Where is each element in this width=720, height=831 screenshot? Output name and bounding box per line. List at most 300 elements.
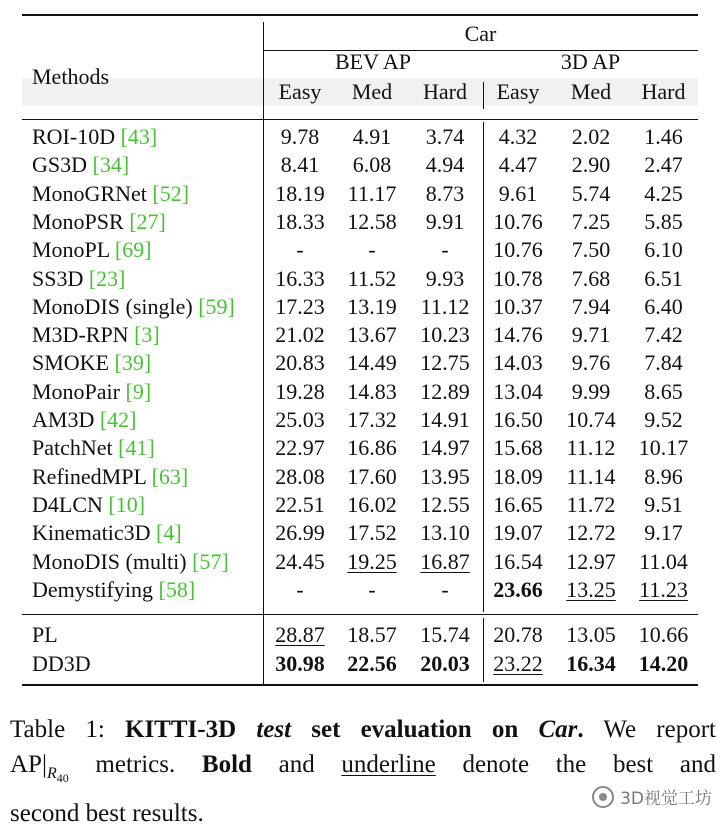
header-col: Med [351, 79, 393, 104]
method-name [32, 548, 229, 576]
metric-value-text: 17.32 [347, 407, 397, 432]
metric-value-text: 14.83 [347, 378, 397, 404]
metric-value-text: 6.51 [644, 265, 683, 291]
method-label: SMOKE [32, 350, 115, 376]
metric-value [337, 548, 407, 576]
metric-value-text: 9.93 [425, 265, 465, 291]
metric-value-text: 30.98 [275, 650, 325, 676]
metric-value [263, 576, 337, 604]
metric-value [483, 463, 553, 491]
metric-value [629, 406, 698, 434]
wechat-icon [592, 786, 614, 808]
citation-link[interactable]: [41] [118, 435, 155, 461]
metric-value [407, 293, 483, 321]
metric-value [629, 491, 698, 519]
caption-bold: KITTI-3D [125, 716, 257, 743]
metric-value [337, 208, 407, 236]
metric-value-text: 4.32 [498, 124, 538, 149]
watermark-text: 3D视觉工坊 [620, 789, 712, 809]
metric-value-text: 7.25 [571, 208, 611, 234]
citation-link[interactable]: [27] [129, 208, 166, 234]
method-name [32, 236, 152, 264]
method-name [32, 349, 151, 377]
metric-value [553, 378, 629, 406]
metric-value [553, 151, 629, 179]
metric-value-text: 21.02 [275, 322, 325, 348]
metric-value-text: 19.28 [275, 378, 325, 404]
citation-link[interactable]: [39] [114, 350, 152, 376]
metric-value-text: 10.78 [493, 265, 543, 291]
metric-value-text: 11.52 [347, 265, 397, 291]
metric-value-text: 7.84 [644, 350, 683, 376]
metric-value-text: 7.50 [571, 237, 611, 263]
metric-value [553, 576, 629, 604]
metric-value-text: 13.67 [347, 322, 397, 348]
metric-value [553, 463, 629, 491]
metric-value-text: 7.42 [644, 322, 683, 348]
metric-value-text: 4.47 [498, 152, 538, 178]
metric-value [629, 621, 698, 649]
citation-link[interactable]: [23] [88, 265, 126, 291]
header-group-car: Car [464, 21, 497, 46]
metric-value-text: 14.03 [493, 350, 543, 376]
metric-value-text: 16.02 [347, 491, 397, 517]
top-rule [22, 14, 698, 16]
metric-value [263, 293, 337, 321]
citation-link[interactable]: [10] [108, 491, 146, 517]
metric-value [629, 293, 698, 321]
method-label: MonoPSR [32, 208, 130, 234]
metric-value-text: 8.73 [425, 180, 465, 206]
metric-value-text: 11.72 [566, 491, 616, 517]
metric-value [483, 265, 553, 293]
metric-value [337, 151, 407, 179]
metric-value [483, 151, 553, 179]
metric-value-text: - [368, 237, 376, 263]
metric-value-text: 7.94 [571, 293, 611, 319]
metric-value [553, 491, 629, 519]
col-separator [483, 82, 484, 109]
metric-value [337, 349, 407, 377]
citation-link[interactable]: [52] [152, 180, 190, 206]
metric-value [337, 321, 407, 349]
metric-value [337, 406, 407, 434]
caption-subscript: R [46, 765, 57, 782]
section-rule [22, 614, 698, 615]
metric-value [629, 434, 698, 462]
metric-value [483, 208, 553, 236]
caption-bold-italic: Car [538, 716, 578, 743]
metric-value-text: 13.05 [566, 622, 616, 647]
metric-value [483, 349, 553, 377]
metric-value [407, 151, 483, 179]
method-name [32, 208, 166, 236]
metric-value [553, 265, 629, 293]
metric-value [629, 265, 698, 293]
metric-value-text: 12.72 [566, 520, 616, 546]
method-label: PL [32, 622, 58, 647]
method-name [32, 265, 126, 293]
metric-value-text: 10.17 [638, 435, 689, 461]
metric-value-text: 5.74 [571, 180, 611, 206]
metric-value [483, 576, 553, 604]
method-label: Demystifying [32, 576, 159, 602]
metric-value [407, 378, 483, 406]
caption-ap: AP| [10, 751, 47, 778]
metric-value [337, 519, 407, 547]
metric-value [629, 208, 698, 236]
metric-value [263, 378, 337, 406]
metric-value-text: 9.61 [498, 180, 538, 206]
metric-value-text: 26.99 [275, 520, 325, 546]
metric-value-text: 17.52 [347, 520, 397, 546]
citation-link[interactable]: [9] [125, 378, 152, 404]
metric-value [483, 548, 553, 576]
metric-value [629, 548, 698, 576]
metric-value-text: 10.76 [493, 208, 543, 234]
metric-value-text: 8.65 [644, 378, 683, 404]
metric-value-text: 18.19 [275, 180, 325, 206]
metric-value [263, 650, 337, 678]
metric-value [263, 236, 337, 264]
metric-value [263, 123, 337, 151]
metric-value [337, 463, 407, 491]
metric-value [483, 123, 553, 151]
metric-value [553, 123, 629, 151]
caption-text: We report [583, 716, 716, 743]
method-label: MonoPair [32, 378, 126, 404]
caption-text: denote the best and [435, 751, 716, 778]
metric-value-text: 13.04 [493, 378, 543, 404]
method-name [32, 378, 151, 406]
metric-value [263, 349, 337, 377]
metric-value [337, 378, 407, 406]
metric-value [407, 123, 483, 151]
table-caption [10, 712, 716, 831]
metric-value [407, 463, 483, 491]
citation-link[interactable]: [34] [92, 152, 130, 178]
header-col: Easy [278, 79, 322, 104]
metric-value [263, 548, 337, 576]
metric-value-text: 12.89 [420, 378, 470, 404]
metric-value-text: 11.14 [566, 463, 616, 489]
metric-value-text: 9.71 [571, 322, 611, 348]
metric-value-text: 13.10 [420, 520, 470, 546]
method-name [32, 406, 137, 434]
metric-value-text: 5.85 [644, 208, 683, 234]
metric-value-text: 10.76 [493, 237, 543, 263]
citation-link[interactable]: [59] [198, 293, 235, 319]
metric-value [263, 463, 337, 491]
method-name [32, 650, 91, 678]
metric-value-text: 14.97 [420, 435, 470, 461]
metric-value-text: 14.76 [493, 322, 543, 348]
header-col: Hard [641, 79, 686, 104]
metric-value-text: 16.87 [420, 548, 470, 574]
metric-value-text: 23.22 [493, 650, 543, 676]
metric-value-text: 9.91 [425, 208, 465, 234]
method-label: DD3D [32, 650, 91, 676]
metric-value-text: 20.78 [493, 622, 543, 647]
metric-value-text: 6.10 [644, 237, 683, 263]
citation-link[interactable]: [63] [151, 463, 189, 489]
metric-value-text: 9.76 [571, 350, 611, 376]
metric-value [553, 321, 629, 349]
metric-value [553, 180, 629, 208]
metric-value-text: 9.78 [280, 124, 320, 149]
metric-value [629, 123, 698, 151]
method-name [32, 519, 182, 547]
metric-value-text: 11.12 [566, 435, 616, 461]
metric-value-text: 28.87 [275, 622, 325, 647]
metric-value-text: 13.25 [566, 576, 616, 602]
metric-value-text: - [441, 237, 449, 263]
metric-value-text: 20.03 [420, 650, 470, 676]
metric-value [629, 463, 698, 491]
metric-value [337, 123, 407, 151]
metric-value [263, 180, 337, 208]
method-label: MonoDIS (single) [32, 293, 199, 319]
metric-value [337, 434, 407, 462]
metric-value-text: 3.74 [425, 124, 465, 149]
metric-value-text: 15.68 [493, 435, 543, 461]
metric-value [263, 491, 337, 519]
metric-value [483, 491, 553, 519]
metric-value-text: 25.03 [275, 407, 325, 432]
metric-value [337, 293, 407, 321]
metric-value-text: 11.17 [347, 180, 397, 206]
metric-value [407, 576, 483, 604]
metric-value-text: 12.58 [347, 208, 397, 234]
citation-link[interactable]: [42] [99, 407, 137, 432]
metric-value-text: 7.68 [571, 265, 611, 291]
metric-value-text: 4.25 [644, 180, 683, 206]
metric-value-text: 6.08 [352, 152, 392, 178]
metric-value-text: 9.51 [644, 491, 683, 517]
metric-value [263, 151, 337, 179]
citation-link[interactable]: [3] [134, 322, 160, 348]
metric-value-text: 16.54 [493, 548, 543, 574]
caption-bold: Bold [201, 751, 252, 778]
citation-link[interactable]: [4] [156, 520, 182, 546]
metric-value [263, 621, 337, 649]
metric-value [553, 293, 629, 321]
caption-text: and [251, 751, 342, 778]
metric-value [337, 650, 407, 678]
metric-value [407, 491, 483, 519]
metric-value-text: 18.09 [493, 463, 543, 489]
metric-value [407, 621, 483, 649]
metric-value-text: - [368, 576, 376, 602]
metric-value [553, 406, 629, 434]
header-rule [22, 119, 698, 120]
metric-value [263, 265, 337, 293]
metric-value [337, 491, 407, 519]
metric-value [407, 208, 483, 236]
method-label: RefinedMPL [32, 463, 152, 489]
metric-value [407, 349, 483, 377]
citation-link[interactable]: [43] [120, 124, 158, 149]
method-label: MonoDIS (multi) [32, 548, 193, 574]
metric-value [263, 208, 337, 236]
metric-value [407, 321, 483, 349]
method-name [32, 321, 160, 349]
metric-value-text: 13.19 [347, 293, 397, 319]
method-name [32, 293, 235, 321]
metric-value [407, 265, 483, 293]
metric-value [629, 650, 698, 678]
method-name [32, 463, 188, 491]
metric-value [553, 650, 629, 678]
metric-value-text: - [441, 576, 449, 602]
metric-value-text: 10.23 [420, 322, 470, 348]
metric-value [553, 621, 629, 649]
metric-value [483, 621, 553, 649]
metric-value-text: 9.17 [644, 520, 683, 546]
metric-value-text: 11.12 [420, 293, 470, 319]
metric-value-text: 2.47 [644, 152, 683, 178]
metric-value-text: 16.34 [566, 650, 616, 676]
metric-value [407, 548, 483, 576]
metric-value [553, 548, 629, 576]
metric-value [337, 576, 407, 604]
metric-value [553, 236, 629, 264]
metric-value-text: 17.60 [347, 463, 397, 489]
metric-value [483, 406, 553, 434]
metric-value [337, 180, 407, 208]
metric-value [553, 208, 629, 236]
header-col: Easy [496, 79, 540, 104]
citation-link[interactable]: [69] [114, 237, 152, 263]
method-label: D4LCN [32, 491, 109, 517]
method-label: Kinematic3D [32, 520, 157, 546]
metric-value-text: 17.23 [275, 293, 325, 319]
metric-value-text: 4.91 [352, 124, 392, 149]
metric-value-text: - [296, 576, 304, 602]
metric-value-text: 23.66 [493, 576, 543, 602]
metric-value [629, 349, 698, 377]
metric-value-text: 24.45 [275, 548, 325, 574]
method-label: M3D-RPN [32, 322, 135, 348]
header-col: Med [570, 79, 612, 104]
metric-value [407, 236, 483, 264]
metric-value [553, 519, 629, 547]
metric-value-text: 14.20 [638, 650, 689, 676]
metric-value [263, 434, 337, 462]
metric-value-text: 22.51 [275, 491, 325, 517]
metric-value-text: 15.74 [420, 622, 470, 647]
method-name [32, 491, 145, 519]
metric-value-text: 18.57 [347, 622, 397, 647]
metric-value-text: 2.90 [571, 152, 611, 178]
method-name [32, 621, 58, 649]
metric-value [629, 151, 698, 179]
metric-value-text: 1.46 [644, 124, 683, 149]
metric-value [483, 321, 553, 349]
citation-link[interactable]: [58] [158, 576, 196, 602]
method-label: ROI-10D [32, 124, 121, 149]
metric-value-text: 28.08 [275, 463, 325, 489]
metric-value-text: 10.74 [566, 407, 616, 432]
metric-value-text: 19.07 [493, 520, 543, 546]
method-name [32, 434, 155, 462]
metric-value-text: 8.41 [280, 152, 320, 178]
metric-value-text: 2.02 [571, 124, 611, 149]
metric-value-text: 16.33 [275, 265, 325, 291]
method-label: MonoGRNet [32, 180, 153, 206]
metric-value [483, 180, 553, 208]
metric-value-text: 14.91 [420, 407, 470, 432]
metric-value-text: 12.55 [420, 491, 470, 517]
metric-value-text: 12.75 [420, 350, 470, 376]
metric-value-text: 8.96 [644, 463, 683, 489]
metric-value [483, 650, 553, 678]
metric-value [629, 180, 698, 208]
metric-value-text: 4.94 [425, 152, 465, 178]
metric-value [407, 519, 483, 547]
header-col: Hard [423, 79, 467, 104]
method-name [32, 180, 189, 208]
citation-link[interactable]: [57] [192, 548, 229, 574]
method-label: GS3D [32, 152, 93, 178]
metric-value [263, 406, 337, 434]
metric-value [263, 321, 337, 349]
metric-value-text: 10.37 [493, 293, 543, 319]
metric-value [483, 293, 553, 321]
metric-value [337, 265, 407, 293]
metric-value [407, 406, 483, 434]
caption-text: second best results. [10, 800, 204, 828]
caption-bold-italic: test [256, 716, 292, 743]
metric-value-text: 11.04 [639, 548, 688, 574]
metric-value-text: 22.56 [347, 650, 397, 676]
metric-value [629, 519, 698, 547]
header-methods: Methods [32, 64, 109, 89]
caption-underline: underline [341, 751, 436, 778]
method-label: AM3D [32, 407, 100, 432]
metric-value [629, 378, 698, 406]
metric-value [553, 434, 629, 462]
metric-value-text: 12.97 [566, 548, 616, 574]
metric-value-text: 10.66 [638, 622, 689, 647]
metric-value-text: 20.83 [275, 350, 325, 376]
method-label: MonoPL [32, 237, 115, 263]
header-subgroup-3d: 3D AP [560, 49, 621, 74]
metric-value-text: - [296, 237, 304, 263]
caption-subsubscript: 40 [56, 771, 69, 786]
metric-value-text: 16.65 [493, 491, 543, 517]
metric-value [483, 519, 553, 547]
metric-value-text: 16.50 [493, 407, 543, 432]
metric-value [407, 434, 483, 462]
bottom-rule [22, 684, 698, 686]
caption-text: metrics. [68, 751, 202, 778]
metric-value-text: 18.33 [275, 208, 325, 234]
caption-bold: . [577, 716, 584, 743]
metric-value-text: 19.25 [347, 548, 397, 574]
metric-value-text: 16.86 [347, 435, 397, 461]
metric-value-text: 14.49 [347, 350, 397, 376]
metric-value [483, 434, 553, 462]
metric-value-text: 13.95 [420, 463, 470, 489]
caption-prefix: Table 1: [10, 716, 125, 743]
metric-value [629, 236, 698, 264]
metric-value [263, 519, 337, 547]
method-name [32, 123, 157, 151]
metric-value [553, 349, 629, 377]
metric-value-text: 6.40 [644, 293, 683, 319]
method-label: PatchNet [32, 435, 119, 461]
